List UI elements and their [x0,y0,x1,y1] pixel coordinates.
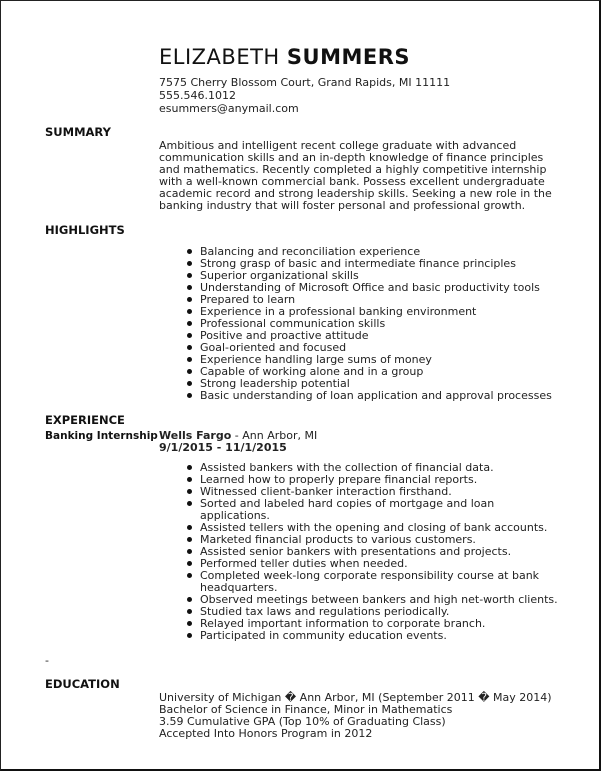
bullet-icon [187,501,192,506]
bullet-icon [187,465,192,470]
list-item: Basic understanding of loan application and approval processes [185,390,552,402]
list-item: Assisted senior bankers with presentations and projects. [185,546,558,558]
bullet-icon [187,309,192,314]
list-item: Observed meetings between bankers and high net-worth clients. [185,594,558,606]
list-item: Assisted bankers with the collection of financial data. [185,462,558,474]
bullet-icon [187,525,192,530]
section-divider-mark: - [45,654,49,667]
contact-email: esummers@anymail.com [159,102,299,115]
education-heading: EDUCATION [45,677,120,691]
list-item: Relayed important information to corporate branch. [185,618,558,630]
bullet-icon [187,621,192,626]
summary-text: Ambitious and intelligent recent college graduate with advanced communication skills and an in-depth knowledge of finance principles and mathematics. Recently completed a highly competitive internship with a well-known commercial bank. Possess excellent undergraduate academic record and strong leadership skills. Seeking a new role in the banking industry that will foster personal and professional growth. [159,139,552,212]
list-item: Understanding of Microsoft Office and basic productivity tools [185,282,552,294]
list-item: Witnessed client-banker interaction firsthand. [185,486,558,498]
list-item: Studied tax laws and regulations periodically. [185,606,558,618]
bullet-icon [187,609,192,614]
bullet-icon [187,285,192,290]
company-name: Wells Fargo [159,429,232,442]
bullet-icon [187,477,192,482]
list-item: Positive and proactive attitude [185,330,552,342]
list-item: Experience handling large sums of money [185,354,552,366]
list-item: Capable of working alone and in a group [185,366,552,378]
first-name: ELIZABETH [159,45,280,69]
list-item: Professional communication skills [185,318,552,330]
bullet-icon [187,261,192,266]
contact-phone: 555.546.1012 [159,89,236,102]
company-location: - Ann Arbor, MI [231,429,318,442]
bullet-icon [187,561,192,566]
list-item: Superior organizational skills [185,270,552,282]
contact-address: 7575 Cherry Blossom Court, Grand Rapids, MI 11111 [159,76,451,89]
bullet-icon [187,345,192,350]
list-item: Marketed financial products to various customers. [185,534,558,546]
list-item: Experience in a professional banking environment [185,306,552,318]
bullet-icon [187,297,192,302]
bullet-icon [187,573,192,578]
list-item: Balancing and reconciliation experience [185,246,552,258]
candidate-name [159,45,410,69]
list-item: Assisted tellers with the opening and closing of bank accounts. [185,522,558,534]
education-line: University of Michigan � Ann Arbor, MI (September 2011 � May 2014) [159,691,552,704]
education-line: Bachelor of Science in Finance, Minor in Mathematics [159,703,453,716]
list-item: Learned how to properly prepare financial reports. [185,474,558,486]
job-dates: 9/1/2015 - 11/1/2015 [159,441,287,454]
bullet-icon [187,597,192,602]
education-line: Accepted Into Honors Program in 2012 [159,727,373,740]
last-name: SUMMERS [286,45,411,69]
bullet-icon [187,357,192,362]
list-item: Strong leadership potential [185,378,552,390]
list-item: Completed week-long corporate responsibility course at bank headquarters. [185,570,540,594]
experience-list [185,462,558,642]
job-title: Banking Internship [45,430,158,442]
list-item: Prepared to learn [185,294,552,306]
bullet-icon [187,549,192,554]
summary-heading: SUMMARY [45,125,111,139]
bullet-icon [187,333,192,338]
bullet-icon [187,537,192,542]
highlights-list [185,246,552,402]
list-item: Performed teller duties when needed. [185,558,558,570]
list-item: Participated in community education events. [185,630,558,642]
education-line: 3.59 Cumulative GPA (Top 10% of Graduating Class) [159,715,446,728]
list-item: Goal-oriented and focused [185,342,552,354]
list-item: Strong grasp of basic and intermediate finance principles [185,258,552,270]
bullet-icon [187,321,192,326]
experience-heading: EXPERIENCE [45,413,125,427]
bullet-icon [187,249,192,254]
bullet-icon [187,633,192,638]
bullet-icon [187,393,192,398]
bullet-icon [187,381,192,386]
bullet-icon [187,489,192,494]
bullet-icon [187,369,192,374]
list-item: Sorted and labeled hard copies of mortgage and loan applications. [185,498,540,522]
bullet-icon [187,273,192,278]
highlights-heading: HIGHLIGHTS [45,223,125,237]
